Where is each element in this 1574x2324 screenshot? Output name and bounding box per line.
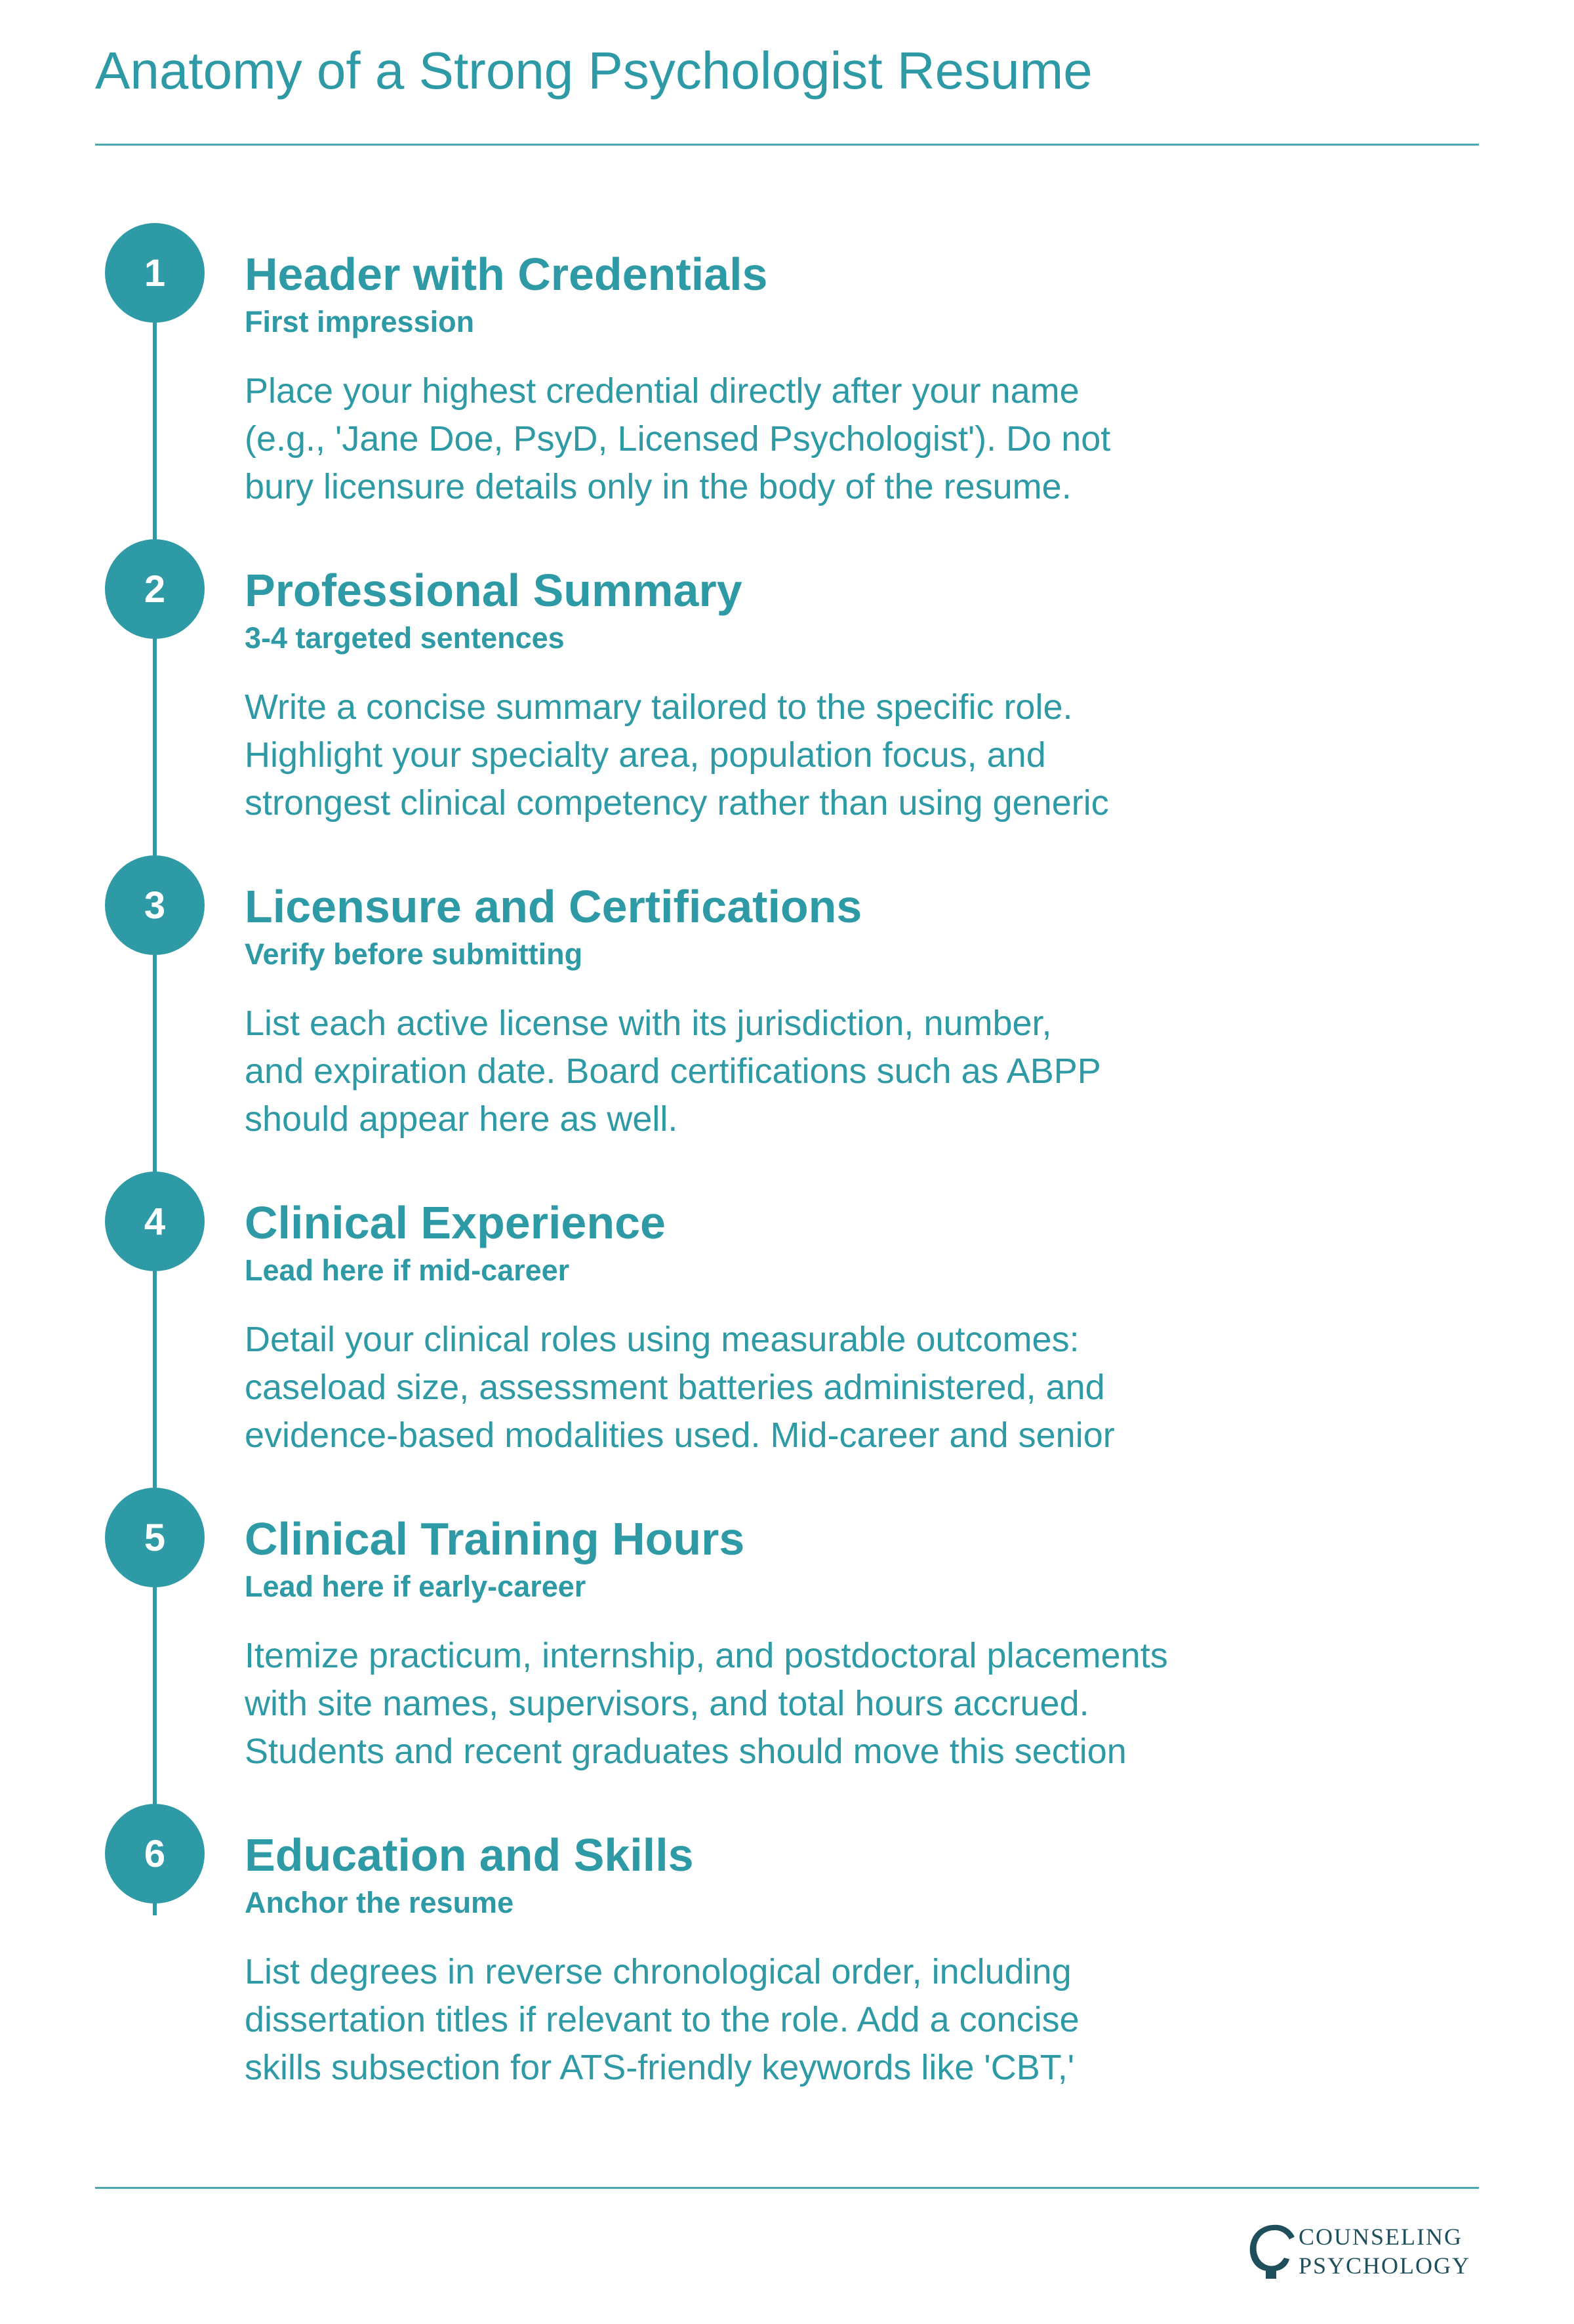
head-profile-icon	[1250, 2225, 1295, 2279]
description-line: Write a concise summary tailored to the specific role.	[245, 687, 1073, 727]
step-title: Licensure and Certifications	[245, 881, 862, 932]
step-number-badge: 1	[105, 223, 205, 323]
step-description	[245, 367, 1294, 511]
step-number-badge: 6	[105, 1804, 205, 1904]
description-line: should appear here as well.	[245, 1099, 678, 1139]
description-line: List each active license with its jurisdiction, number,	[245, 1004, 1052, 1043]
timeline-step-2	[0, 539, 1574, 847]
step-description	[245, 1632, 1294, 1776]
timeline-step-3	[0, 855, 1574, 1164]
description-line: skills subsection for ATS-friendly keywords like 'CBT,'	[245, 2048, 1075, 2087]
step-description	[245, 1316, 1294, 1459]
step-description	[245, 1948, 1294, 2092]
step-title: Clinical Experience	[245, 1197, 666, 1248]
counseling-psychology-logo	[1246, 2211, 1495, 2289]
description-line: strongest clinical competency rather than using generic	[245, 783, 1109, 823]
description-line: Students and recent graduates should move this section	[245, 1732, 1127, 1771]
timeline-step-1	[0, 223, 1574, 531]
description-line: List degrees in reverse chronological order, including	[245, 1952, 1072, 1991]
step-subtitle: Verify before submitting	[245, 937, 583, 971]
description-line: Detail your clinical roles using measurable outcomes:	[245, 1320, 1080, 1359]
step-number-badge: 4	[105, 1172, 205, 1271]
top-divider	[95, 144, 1479, 146]
step-title: Education and Skills	[245, 1829, 694, 1881]
description-line: Place your highest credential directly after your name	[245, 371, 1080, 411]
step-number-badge: 2	[105, 539, 205, 639]
description-line: dissertation titles if relevant to the role. Add a concise	[245, 2000, 1080, 2039]
timeline-step-4	[0, 1172, 1574, 1480]
step-subtitle: Lead here if early-career	[245, 1570, 586, 1603]
description-line: and expiration date. Board certifications such as ABPP	[245, 1051, 1101, 1091]
step-title: Clinical Training Hours	[245, 1513, 745, 1564]
bottom-divider	[95, 2187, 1479, 2189]
logo-wordmark-top: COUNSELING	[1299, 2224, 1463, 2250]
timeline-step-6	[0, 1804, 1574, 2112]
description-line: (e.g., 'Jane Doe, PsyD, Licensed Psychologist'). Do not	[245, 419, 1111, 459]
step-title: Header with Credentials	[245, 249, 768, 300]
step-number-badge: 5	[105, 1488, 205, 1587]
step-title: Professional Summary	[245, 565, 742, 616]
description-line: Highlight your specialty area, population focus, and	[245, 735, 1046, 775]
description-line: evidence-based modalities used. Mid-career and senior	[245, 1416, 1115, 1455]
page-title: Anatomy of a Strong Psychologist Resume	[95, 41, 1093, 100]
description-line: Itemize practicum, internship, and postdoctoral placements	[245, 1636, 1168, 1675]
description-line: caseload size, assessment batteries administered, and	[245, 1368, 1105, 1407]
description-line: bury licensure details only in the body of the resume.	[245, 467, 1072, 506]
step-description	[245, 683, 1294, 827]
step-description	[245, 1000, 1294, 1143]
step-subtitle: Lead here if mid-career	[245, 1254, 570, 1287]
logo-wordmark-bottom: PSYCHOLOGY	[1299, 2253, 1471, 2279]
step-subtitle: First impression	[245, 305, 475, 338]
step-subtitle: Anchor the resume	[245, 1886, 514, 1919]
step-subtitle: 3-4 targeted sentences	[245, 621, 565, 655]
step-number-badge: 3	[105, 855, 205, 955]
description-line: with site names, supervisors, and total hours accrued.	[245, 1684, 1089, 1723]
timeline-step-5	[0, 1488, 1574, 1796]
